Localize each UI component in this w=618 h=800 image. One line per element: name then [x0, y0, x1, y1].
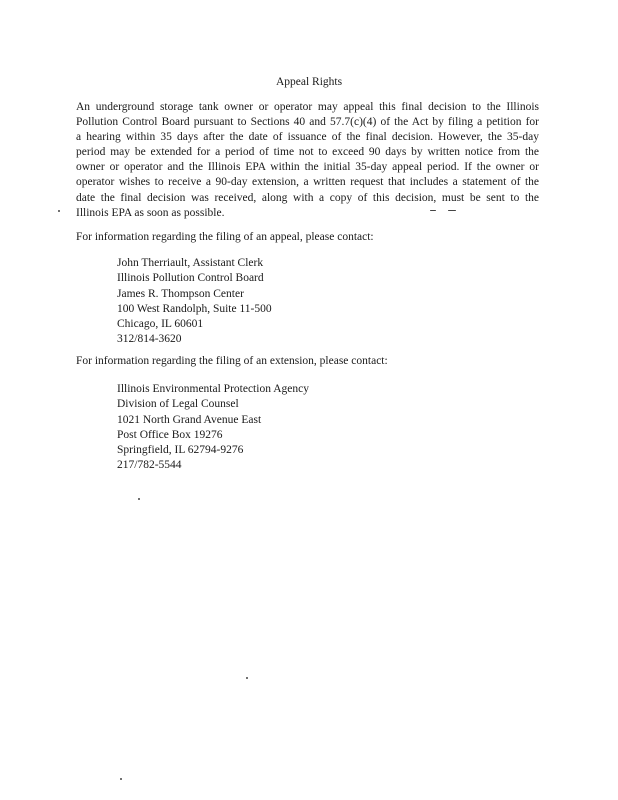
address-line: Illinois Pollution Control Board [117, 272, 264, 285]
scan-speck [58, 210, 60, 212]
appeal-contact-intro: For information regarding the filing of an appeal, please contact: [76, 231, 374, 243]
address-line: Illinois Environmental Protection Agency [117, 383, 309, 395]
scan-speck [120, 778, 122, 780]
paragraph-line: operator wishes to receive a 90-day extension, a written request that includes a statement of the [76, 176, 539, 189]
scan-speck [448, 210, 456, 211]
extension-contact-intro: For information regarding the filing of an extension, please contact: [76, 355, 388, 367]
paragraph-line: Pollution Control Board pursuant to Sections 40 and 57.7(c)(4) of the Act by filing a petition for [76, 116, 539, 129]
appeal-rights-paragraph [76, 100, 539, 221]
address-line: Chicago, IL 60601 [117, 318, 204, 331]
address-line: 312/814-3620 [117, 333, 182, 346]
address-line: 1021 North Grand Avenue East [117, 413, 262, 426]
address-line: James R. Thompson Center [117, 287, 244, 300]
scan-speck [138, 498, 140, 500]
address-line: 217/782-5544 [117, 459, 182, 472]
extension-contact-address [117, 382, 309, 474]
address-line: 100 West Randolph, Suite 11-500 [117, 302, 272, 315]
scan-speck [430, 210, 436, 211]
address-line: John Therriault, Assistant Clerk [117, 257, 264, 269]
paragraph-line: Illinois EPA as soon as possible. [76, 206, 225, 219]
address-line: Post Office Box 19276 [117, 428, 223, 441]
address-line: Division of Legal Counsel [117, 398, 239, 411]
address-line: Springfield, IL 62794-9276 [117, 444, 244, 457]
paragraph-line: An underground storage tank owner or operator may appeal this final decision to the Illinois [76, 101, 539, 113]
document-title: Appeal Rights [275, 76, 343, 88]
paragraph-line: period may be extended for a period of time not to exceed 90 days by written notice from the [76, 146, 539, 159]
paragraph-line: date the final decision was received, along with a copy of this decision, must be sent to the [76, 191, 539, 204]
appeal-contact-address [117, 256, 272, 348]
paragraph-line: owner or operator and the Illinois EPA within the initial 35-day appeal period. If the owner or [76, 161, 539, 174]
paragraph-line: a hearing within 35 days after the date of issuance of the final decision. However, the 35-day [76, 131, 539, 144]
scan-speck [246, 677, 248, 679]
